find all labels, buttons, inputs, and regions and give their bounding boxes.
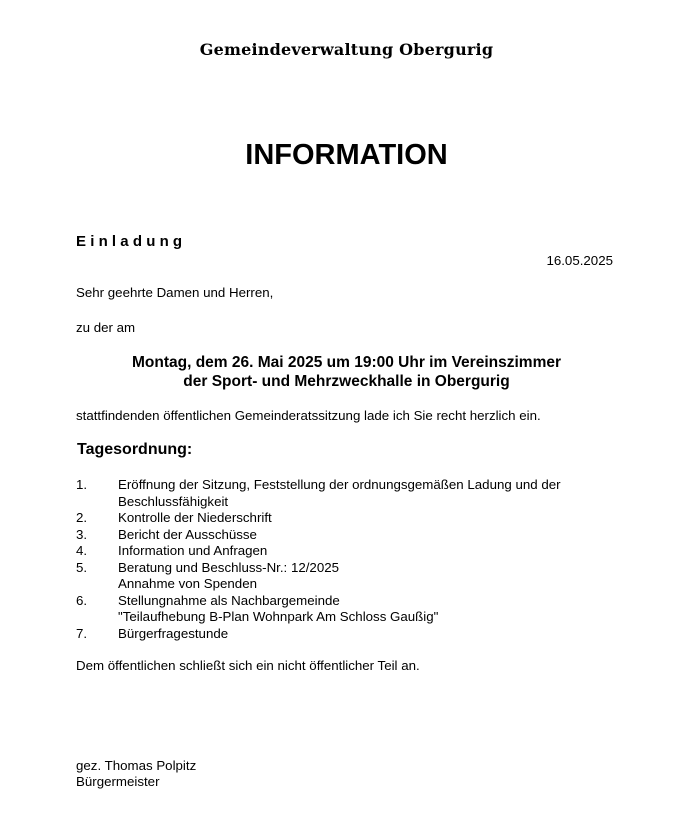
- agenda-item: [76, 560, 636, 593]
- invitation-text: stattfindenden öffentlichen Gemeinderatssitzung lade ich Sie recht herzlich ein.: [76, 408, 541, 423]
- agenda-item-subtext: Beschlussfähigkeit: [118, 493, 229, 509]
- closing-note: Dem öffentlichen schließt sich ein nicht öffentlicher Teil an.: [76, 658, 420, 673]
- event-details: [0, 353, 693, 391]
- agenda-item-number: 2.: [76, 510, 88, 525]
- signature-block: [76, 758, 196, 790]
- document-date: 16.05.2025: [546, 253, 613, 268]
- agenda-item-text: Bericht der Ausschüsse: [118, 526, 257, 542]
- invitation-label: Einladung: [76, 233, 187, 250]
- agenda-item-number: 4.: [76, 543, 88, 558]
- event-date-location: Montag, dem 26. Mai 2025 um 19:00 Uhr im Vereinszimmer: [132, 354, 561, 371]
- agenda-item-text: Information und Anfragen: [118, 543, 268, 558]
- agenda-item-text: Bürgerfragestunde: [118, 625, 229, 641]
- agenda-item-number: 1.: [76, 477, 88, 492]
- agenda-item-subtext: Annahme von Spenden: [118, 576, 257, 591]
- municipal-header: Gemeindeverwaltung Obergurig: [199, 40, 494, 59]
- agenda-item-number: 7.: [76, 625, 88, 641]
- event-venue: der Sport- und Mehrzweckhalle in Obergurig: [183, 373, 510, 390]
- agenda-item-text: Beratung und Beschluss-Nr.: 12/2025: [118, 559, 340, 575]
- agenda-item-number: 5.: [76, 559, 88, 575]
- agenda-item: [76, 510, 636, 527]
- signature-title: Bürgermeister: [76, 774, 160, 789]
- agenda-item-number: 3.: [76, 526, 88, 542]
- document-title: INFORMATION: [245, 139, 448, 171]
- intro-text: zu der am: [76, 320, 136, 335]
- agenda-item-subtext: "Teilaufhebung B-Plan Wohnpark Am Schloss Gaußig": [118, 609, 439, 624]
- agenda-heading: Tagesordnung:: [77, 441, 193, 458]
- agenda-list: [76, 477, 636, 642]
- agenda-item-text: Stellungnahme als Nachbargemeinde: [118, 592, 340, 608]
- agenda-item: [76, 477, 636, 510]
- agenda-item-text: Eröffnung der Sitzung, Feststellung der ordnungsgemäßen Ladung und der: [118, 477, 561, 492]
- signature-name: gez. Thomas Polpitz: [76, 758, 197, 773]
- salutation: Sehr geehrte Damen und Herren,: [76, 285, 274, 300]
- agenda-item: [76, 527, 636, 544]
- agenda-item: [76, 593, 636, 626]
- agenda-item: [76, 543, 636, 560]
- agenda-item-text: Kontrolle der Niederschrift: [118, 510, 272, 525]
- agenda-item-number: 6.: [76, 592, 88, 608]
- agenda-item: [76, 626, 636, 643]
